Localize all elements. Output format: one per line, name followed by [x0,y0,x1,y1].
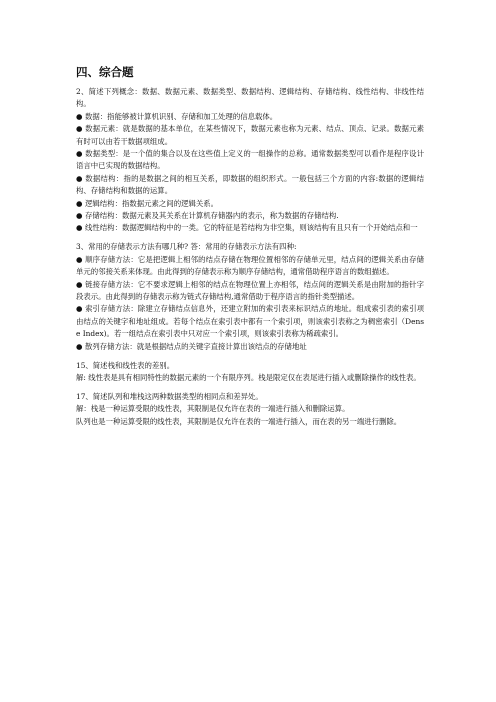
q3-item-text: 散列存储方法：就是根据结点的关键字直接计算出该结点的存储地址 [85,341,307,351]
q17-answer-queue: 队列也是一种运算受限的线性表，其限制是仅允许在表的一端进行插入，而在表的另一端进行删除。 [76,416,402,426]
bullet-icon: ● [76,341,83,351]
q2-item-text: 逻辑结构：指数据元素之间的逻辑关系。 [85,198,219,208]
q2-item-text: 数据：指能够被计算机识别、存储和加工处理的信息载体。 [85,111,278,121]
q3-item-sequential [76,254,424,279]
q2-item-text: 数据类型：是一个值的集合以及在这些值上定义的一组操作的总称。通常数据类型可以看作是程序设计语言中已实现的数据结构。 [76,149,424,171]
document-page [76,64,424,428]
bullet-icon: ● [76,304,83,314]
q17-answer-stack: 解：栈是一种运算受限的线性表，其限制是仅允许在表的一端进行插入和删除运算。 [76,404,350,414]
q2-item-data-type [76,148,424,173]
q3-item-text: 索引存储方法：除建立存储结点信息外，还建立附加的索引表来标识结点的地址。组成索引表的索引项由结点的关键字和地址组成。若每个结点在索引表中都有一个索引项，则该索引表称之为稠密索引（Dense Index)。若一组结点在索引表中只对应一个索引项，则该索引表称为稀疏索引。 [76,304,424,339]
bullet-icon: ● [76,149,83,159]
q3-item-text: 顺序存储方法：它是把逻辑上相邻的结点存储在物理位置相邻的存储单元里，结点间的逻辑关系由存储单元的邻接关系来体现。由此得到的存储表示称为顺序存储结构，通常借助程序语言的数组描述。 [76,254,424,277]
bullet-icon: ● [76,211,83,221]
q2-item-text: 线性结构：数据逻辑结构中的一类。它的特征是若结构为非空集，则该结构有且只有一个开始结点和一 [85,223,418,233]
q3-item-hashed [76,341,424,353]
q15-question: 15、简述栈和线性表的差别。 [76,360,175,370]
q3-item-indexed [76,303,424,340]
q2-item-text: 存储结构：数据元素及其关系在计算机存储器内的表示，称为数据的存储结构. [85,211,339,221]
q2-question: 2、简述下列概念：数据、数据元素、数据类型、数据结构、逻辑结构、存储结构、线性结构、非线性结构。 [76,87,424,109]
q3-item-text: 链接存储方法：它不要求逻辑上相邻的结点在物理位置上亦相邻，结点间的逻辑关系是由附加的指针字段表示。由此得到的存储表示称为链式存储结构,通常借助于程序语言的指针类型描述。 [76,279,424,301]
q2-item-linear-structure [76,222,424,234]
q2-item-logical-structure [76,198,424,210]
bullet-icon: ● [76,279,83,289]
q2-item-data [76,111,424,123]
q3-item-linked [76,279,424,304]
bullet-icon: ● [76,173,83,183]
q2-item-data-element [76,123,424,148]
q15-answer: 解: 线性表是具有相同特性的数据元素的一个有限序列。栈是限定仅在表尾进行插入或删除操作的线性表。 [76,372,421,382]
q3-question: 3、常用的存储表示方法有哪几种? 答：常用的存储表示方法有四种: [76,242,297,252]
q17-question: 17、简述队列和堆栈这两种数据类型的相同点和差异处。 [76,391,263,401]
q2-item-storage-structure [76,210,424,222]
q2-item-text: 数据元素：就是数据的基本单位，在某些情况下，数据元素也称为元素、结点、顶点、记录。数据元素有时可以由若干数据项组成。 [76,124,424,146]
section-heading: 四、综合题 [76,65,134,79]
q2-item-data-structure [76,173,424,198]
bullet-icon: ● [76,254,83,264]
bullet-icon: ● [76,111,83,121]
q2-item-text: 数据结构：指的是数据之间的相互关系，即数据的组织形式。一般包括三个方面的内容:数据的逻辑结构、存储结构和数据的运算。 [76,173,424,196]
bullet-icon: ● [76,223,83,233]
bullet-icon: ● [76,198,83,208]
bullet-icon: ● [76,124,83,134]
